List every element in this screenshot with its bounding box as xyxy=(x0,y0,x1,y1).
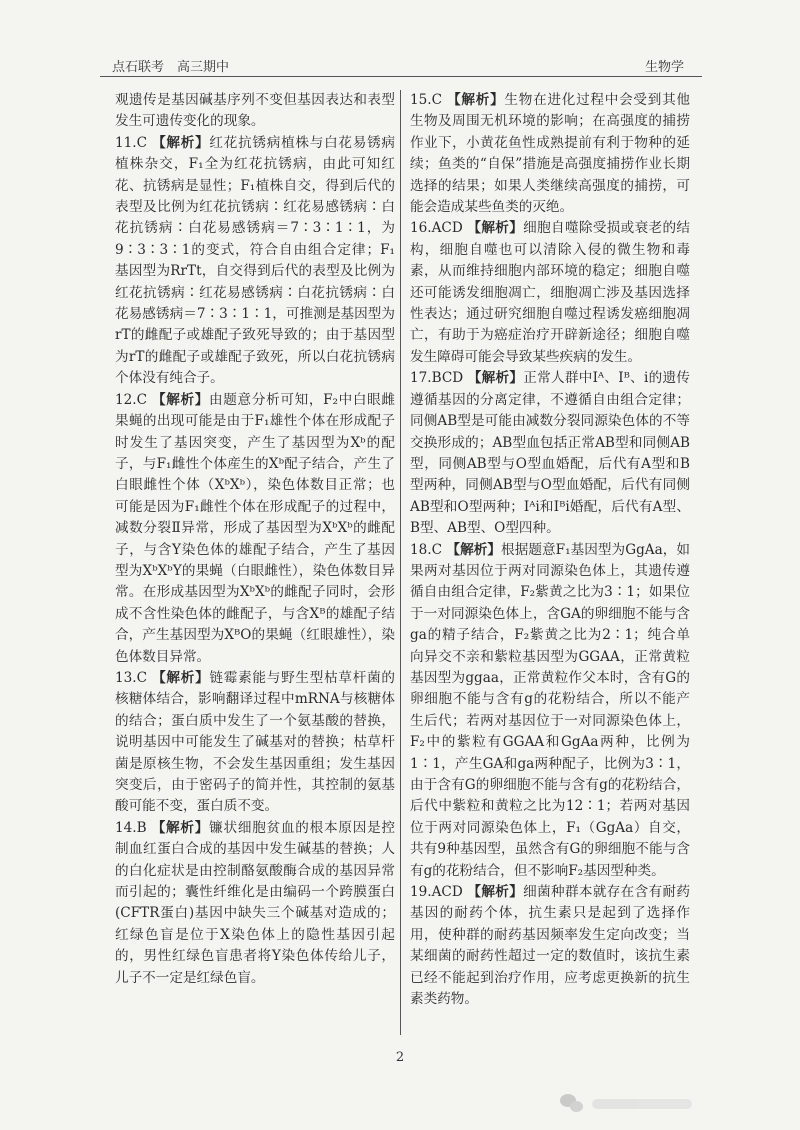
watermark xyxy=(560,1090,710,1118)
analysis-tag: 【解析】 xyxy=(152,134,210,151)
header-subject: 生物学 xyxy=(644,60,684,75)
right-column xyxy=(410,90,690,1010)
analysis-tag: 【解析】 xyxy=(447,92,505,108)
analysis-text: 链霉素能与野生型枯草杆菌的核糖体结合，影响翻译过程中mRNA与核糖体的结合；蛋白质中发生了一个氨基酸的替换，说明基因中可能发生了碱基对的替换；枯草杆菌是原核生物，不会发生基因重组；发生基因突变后，由于密码子的简并性，其控制的氨基酸可能不变，蛋白质不变。 xyxy=(115,669,395,815)
question-number: 13.C xyxy=(115,669,148,686)
answer-paragraph xyxy=(410,90,690,218)
analysis-text: 镰状细胞贫血的根本原因是控制血红蛋白合成的基因中发生碱基的替换；人的白化症状是由控制酪氨酸酶合成的基因异常而引起的；囊性纤维化是由编码一个跨膜蛋白(CFTR蛋白)基因中缺失三个碱基对造成的；红绿色盲是位于X染色体上的隐性基因引起的，男性红绿色盲患者将Y染色体传给儿子，儿子不一定是红绿色盲。 xyxy=(115,819,396,986)
question-number: 14.B xyxy=(115,819,147,836)
analysis-tag: 【解析】 xyxy=(446,541,502,558)
answer-paragraph xyxy=(115,390,395,668)
left-column xyxy=(115,90,395,989)
page-number: 2 xyxy=(395,1050,405,1065)
answer-paragraph xyxy=(115,133,395,390)
question-number: 19.ACD xyxy=(410,884,463,901)
analysis-text: 正常人群中Iᴬ、Iᴮ、i的遗传遵循基因的分离定律，不遵循自由组合定律；同侧AB型是可能由减数分裂同源染色体的不等交换形成的；AB型血包括正常AB型和同侧AB型，同侧AB型与O型血婚配，后代有A型和B型两种，同侧AB型与O型血婚配，后代有同侧AB型和O型两种；Iᴬi和Iᴮi婚配，后代有A型、B型、AB型、O型四种。 xyxy=(410,370,690,537)
analysis-text: 由题意分析可知，F₂中白眼雌果蝇的出现可能是由于F₁雄性个体在形成配子时发生了基因突变，产生了基因型为Xᵇ的配子，与F₁雌性个体産生的Xᵇ配子结合，产生了白眼雌性个体（XᵇXᵇ），染色体数目正常；也可能是因为F₁雌性个体在形成配子的过程中，减数分裂Ⅱ异常，形成了基因型为XᵇXᵇ的雌配子，与含Y染色体的雄配子结合，产生了基因型为XᵇXᵇY的果蝇（白眼雌性），染色体数目异常。在形成基因型为XᵇXᵇ的雌配子同时，会形成不含性染色体的雌配子，与含Xᴮ的雄配子结合，产生基因型为XᴮO的果蝇（红眼雄性），染色体数目异常。 xyxy=(115,391,395,665)
answer-paragraph xyxy=(410,218,690,368)
analysis-text: 生物在进化过程中会受到其他生物及周围无机环境的影响；在高强度的捕捞作业下，小黄花鱼性成熟提前有利于物种的延续；鱼类的“自保”措施是高强度捕捞作业长期选择的结果；如果人类继续高强度的捕捞，可能会造成某些鱼类的灭绝。 xyxy=(410,92,690,216)
header-exam-title: 点石联考 高三期中 xyxy=(112,60,230,75)
analysis-text: 根据题意F₁基因型为GgAa，如果两对基因位于两对同源染色体上，其遗传遵循自由组合定律，F₂紫黄之比为3∶1；如果位于一对同源染色体上，含GA的卵细胞不能与含ga的精子结合，F₂紫黄之比为2∶1；纯合单向异交不亲和紫粒基因型为GGAA，正常黄粒基因型为ggaa，正常黄粒作父本时，含有G的卵细胞不能与含有g的花粉结合，所以不能产生后代；若两对基因位于一对同源染色体上，F₂中的紫粒有GGAA和GgAa两种，比例为1∶1，产生GA和ga两种配子，比例为3∶1，由于含有G的卵细胞不能与含有g的花粉结合，后代中紫粒和黄粒之比为12∶1；若两对基因位于两对同源染色体上，F₁（GgAa）自交，共有9种基因型，虽然含有G的卵细胞不能与含有g的花粉结合，但不影响F₂基因型种类。 xyxy=(410,541,691,879)
answer-paragraph: 观遗传是基因碱基序列不变但基因表达和表型发生可遗传变化的现象。 xyxy=(115,92,395,130)
analysis-text: 细胞自噬除受损或衰老的结构，细胞自噬也可以清除入侵的微生物和毒素，从而维持细胞内部环境的稳定；细胞自噬还可能诱发细胞凋亡，细胞凋亡涉及基因选择性表达；通过研究细胞自噬过程诱发癌细胞凋亡，有助于为癌症治疗开辟新途径；细胞自噬发生障碍可能会导致某些疾病的发生。 xyxy=(410,220,691,365)
analysis-tag: 【解析】 xyxy=(467,884,524,901)
chat-bubble-icon xyxy=(560,1094,586,1114)
question-number: 17.BCD xyxy=(410,370,464,387)
question-number: 16.ACD xyxy=(410,220,463,237)
analysis-tag: 【解析】 xyxy=(151,819,210,836)
question-number: 15.C xyxy=(410,92,443,108)
answer-paragraph xyxy=(115,818,395,989)
answer-paragraph xyxy=(410,882,690,1010)
analysis-tag: 【解析】 xyxy=(467,370,524,387)
analysis-tag: 【解析】 xyxy=(152,391,210,408)
watermark-blur xyxy=(592,1099,692,1109)
analysis-tag: 【解析】 xyxy=(152,669,210,686)
analysis-text: 红花抗锈病植株与白花易锈病植株杂交，F₁全为红花抗锈病，由此可知红花、抗锈病是显性；F₁植株自交，得到后代的表型及比例为红花抗锈病∶红花易感锈病∶白花抗锈病∶白花易感锈病＝7∶3∶1∶1，为9∶3∶3∶1的变式，符合自由组合定律；F₁基因型为RrTt，自交得到后代的表型及比例为红花抗锈病∶红花易感锈病∶白花抗锈病∶白花易感锈病＝7∶3∶1∶1，可推测是基因型为rT的雌配子或雄配子致死导致的；由于基因型为rT的雌配子或雄配子致死，所以白花抗锈病个体没有纯合子。 xyxy=(115,134,395,387)
question-number: 18.C xyxy=(410,541,443,558)
column-divider xyxy=(400,90,401,1035)
analysis-text: 细菌种群本就存在含有耐药基因的耐药个体，抗生素只是起到了选择作用，使种群的耐药基因频率发生定向改变；当某细菌的耐药性超过一定的数值时，该抗生素已经不能起到治疗作用，应考虑更换新的抗生素类药物。 xyxy=(410,884,691,1008)
question-number: 11.C xyxy=(115,134,148,151)
answer-paragraph xyxy=(115,668,395,818)
answer-paragraph xyxy=(410,540,690,883)
answer-paragraph xyxy=(410,368,690,539)
page-header xyxy=(100,52,702,77)
analysis-tag: 【解析】 xyxy=(467,220,524,237)
question-number: 12.C xyxy=(115,391,148,408)
